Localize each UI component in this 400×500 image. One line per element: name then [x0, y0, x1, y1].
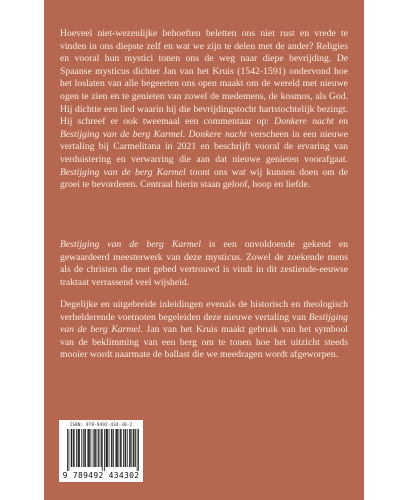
isbn-barcode — [59, 420, 143, 482]
text-run: verscheen in een nieuwe vertaling bij Carmelitana in 2021 en beschrijft vooral de ervaring van verduistering en verwarring die aan dat nieuwe genieten voorafgaat. — [60, 128, 348, 165]
book-title-italic: Bestijging van de berg Karmel — [60, 166, 186, 178]
isbn-digits: 9 789492 434302 — [62, 471, 140, 480]
book-title-italic: Bestijging van de berg Karmel — [60, 239, 201, 250]
book-title-italic: Bestijging van de berg Karmel — [60, 311, 348, 336]
back-cover — [44, 0, 364, 500]
book-title-italic: Bestijging van de berg Karmel — [60, 128, 183, 140]
text-run: Degelijke en uitgebreide inleidingen evenals de historisch en theologisch verhelderende voetnoten begeleiden deze nieuwe vertaling van — [60, 299, 348, 323]
text-run: . Jan van het Kruis maakt gebruik van het symbool van de beklimming van een berg om te tonen hoe het uitzicht steeds mooier wordt naarmate de ballast die we meedragen wordt afgeworpen. — [60, 324, 348, 361]
text-run: is een onvoldoende gekend en gewaardeerd meesterwerk van deze mysticus. Zowel de zoekende mens als de christen die met gebed vertrouwd is vindt in dit zestiende-eeuwse traktaat verrassend veel wijsheid. — [60, 239, 348, 288]
blurb-paragraph-3 — [60, 299, 348, 362]
blurb-paragraph-2 — [60, 239, 348, 289]
barcode-bars — [67, 429, 139, 471]
text-run: . — [182, 128, 189, 140]
book-title-italic: Donkere nacht — [188, 128, 247, 140]
text-run: Hoeveel niet-wezenlijke behoeften beletten ons niet rust en vrede te vinden in ons diepste zelf en wat we zijn te delen met de ander? Religies en vooral hun mystici tonen ons de weg naar diepe bevrijding. De Spaanse mysticus dichter Jan van het Kruis (1542-1591) ondervond hoe het loslaten van alle begeerten ons open maakt om de wereld met nieuwe ogen te zien en te genieten van zowel de medemens, de kosmos, als God. Hij dichtte een lied waarin hij die bevrijdingstocht hartstochtelijk bezingt. Hij schreef er ook tweemaal een commentaar op: — [60, 28, 348, 128]
text-run: en — [333, 116, 349, 128]
blurb-paragraph-1 — [60, 28, 348, 192]
isbn-label: ISBN: 978-9492-434-30-2 — [69, 422, 133, 427]
text-run: toont ons wat wij kunnen doen om de groei te bevorderen. Centraal hierin staan geloof, hoop en liefde. — [60, 166, 348, 191]
book-title-italic: Donkere nacht — [274, 116, 334, 128]
